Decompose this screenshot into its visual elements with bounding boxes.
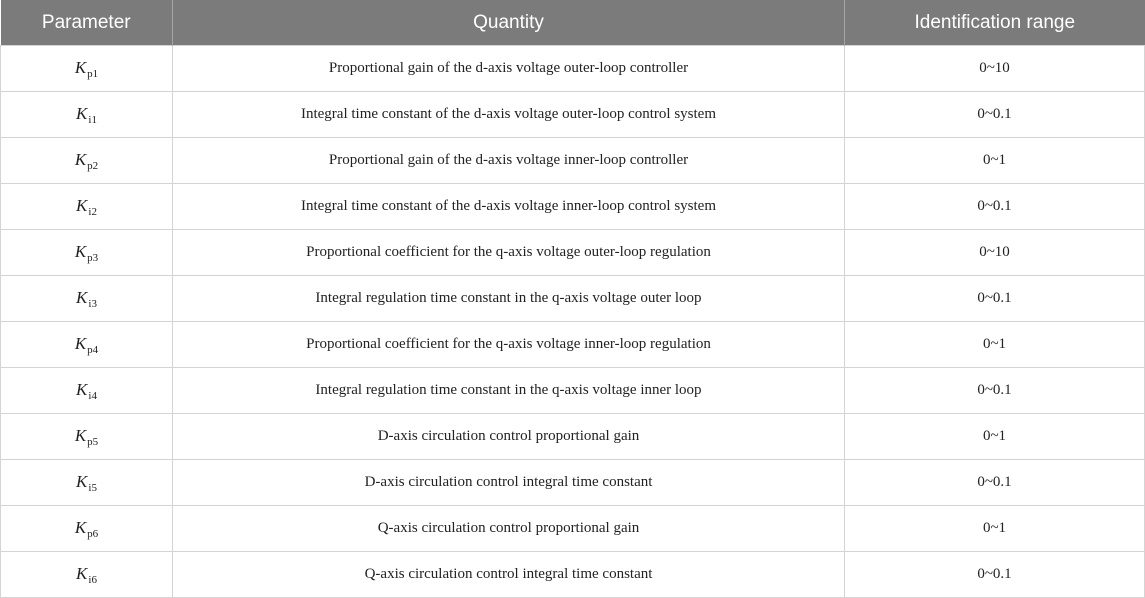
table-row: [1, 138, 1145, 184]
range-cell: 0~0.1: [845, 276, 1145, 322]
parameter-symbol: [76, 471, 97, 494]
parameter-cell: [1, 46, 173, 92]
header-quantity: Quantity: [173, 0, 845, 46]
table-header: [1, 0, 1145, 46]
symbol-subscript: i2: [88, 205, 97, 218]
symbol-base: K: [74, 241, 87, 261]
quantity-cell: Integral time constant of the d-axis voltage inner-loop control system: [173, 184, 845, 230]
parameter-cell: [1, 322, 173, 368]
parameter-symbol: [74, 517, 99, 540]
symbol-base: K: [74, 517, 87, 537]
symbol-base: K: [76, 195, 88, 215]
parameter-symbol: [76, 563, 97, 586]
symbol-subscript: p5: [87, 435, 99, 448]
parameter-symbol: [76, 287, 97, 310]
table-row: [1, 552, 1145, 598]
parameter-cell: [1, 230, 173, 276]
range-cell: 0~10: [845, 230, 1145, 276]
range-cell: 0~0.1: [845, 368, 1145, 414]
parameter-cell: [1, 276, 173, 322]
symbol-subscript: i4: [88, 389, 97, 402]
parameter-symbol: [74, 425, 99, 448]
range-cell: 0~0.1: [845, 460, 1145, 506]
range-cell: 0~1: [845, 506, 1145, 552]
header-row: [1, 0, 1145, 46]
table-row: [1, 184, 1145, 230]
parameter-symbol: [76, 103, 97, 126]
parameter-symbol: [74, 57, 99, 80]
symbol-subscript: p6: [87, 527, 99, 540]
range-cell: 0~1: [845, 322, 1145, 368]
table-row: [1, 322, 1145, 368]
symbol-base: K: [74, 149, 87, 169]
quantity-cell: D-axis circulation control proportional gain: [173, 414, 845, 460]
table-row: [1, 506, 1145, 552]
symbol-base: K: [76, 563, 88, 583]
range-cell: 0~0.1: [845, 92, 1145, 138]
symbol-subscript: i6: [88, 573, 97, 586]
table-row: [1, 460, 1145, 506]
parameter-symbol: [76, 195, 97, 218]
range-cell: 0~0.1: [845, 184, 1145, 230]
range-cell: 0~0.1: [845, 552, 1145, 598]
symbol-subscript: i3: [88, 297, 97, 310]
parameter-cell: [1, 460, 173, 506]
header-identification-range: Identification range: [845, 0, 1145, 46]
quantity-cell: Q-axis circulation control integral time constant: [173, 552, 845, 598]
parameter-cell: [1, 414, 173, 460]
symbol-subscript: i1: [88, 113, 97, 126]
symbol-base: K: [74, 57, 87, 77]
quantity-cell: Proportional gain of the d-axis voltage inner-loop controller: [173, 138, 845, 184]
table-body: [1, 46, 1145, 598]
parameter-cell: [1, 92, 173, 138]
table-row: [1, 46, 1145, 92]
header-parameter: Parameter: [1, 0, 173, 46]
symbol-base: K: [74, 333, 87, 353]
parameter-cell: [1, 368, 173, 414]
range-cell: 0~10: [845, 46, 1145, 92]
parameter-cell: [1, 506, 173, 552]
range-cell: 0~1: [845, 414, 1145, 460]
parameter-cell: [1, 138, 173, 184]
quantity-cell: Integral regulation time constant in the q-axis voltage inner loop: [173, 368, 845, 414]
quantity-cell: Proportional coefficient for the q-axis voltage outer-loop regulation: [173, 230, 845, 276]
range-cell: 0~1: [845, 138, 1145, 184]
symbol-base: K: [74, 425, 87, 445]
table-row: [1, 414, 1145, 460]
quantity-cell: Integral regulation time constant in the q-axis voltage outer loop: [173, 276, 845, 322]
quantity-cell: Q-axis circulation control proportional gain: [173, 506, 845, 552]
parameter-cell: [1, 184, 173, 230]
table-row: [1, 92, 1145, 138]
quantity-cell: D-axis circulation control integral time constant: [173, 460, 845, 506]
quantity-cell: Integral time constant of the d-axis voltage outer-loop control system: [173, 92, 845, 138]
parameter-symbol: [76, 379, 97, 402]
symbol-subscript: p3: [87, 251, 99, 264]
parameter-symbol: [74, 149, 99, 172]
symbol-subscript: i5: [88, 481, 97, 494]
parameter-cell: [1, 552, 173, 598]
symbol-base: K: [76, 379, 88, 399]
table-row: [1, 368, 1145, 414]
symbol-base: K: [76, 103, 88, 123]
symbol-base: K: [76, 471, 88, 491]
table-row: [1, 230, 1145, 276]
table-row: [1, 276, 1145, 322]
symbol-base: K: [76, 287, 88, 307]
quantity-cell: Proportional gain of the d-axis voltage outer-loop controller: [173, 46, 845, 92]
symbol-subscript: p4: [87, 343, 99, 356]
symbol-subscript: p1: [87, 67, 99, 80]
symbol-subscript: p2: [87, 159, 99, 172]
parameter-symbol: [74, 333, 99, 356]
parameter-symbol: [74, 241, 99, 264]
quantity-cell: Proportional coefficient for the q-axis voltage inner-loop regulation: [173, 322, 845, 368]
